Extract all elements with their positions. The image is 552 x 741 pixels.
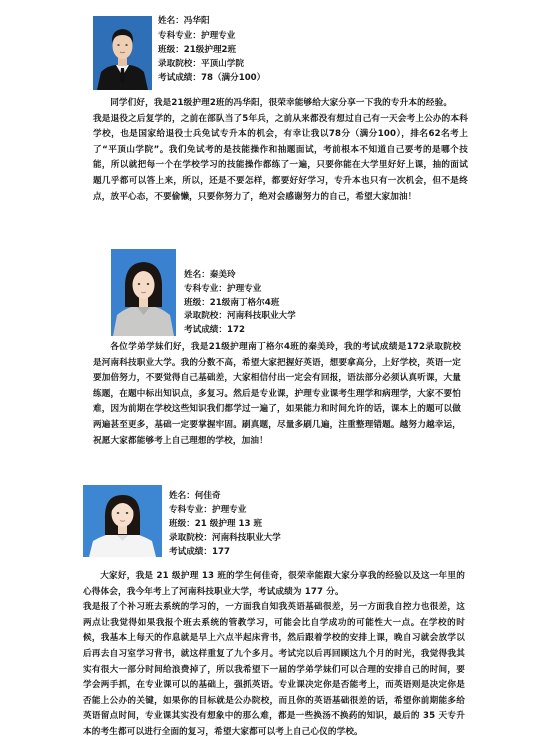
score-label: 考试成绩： bbox=[169, 547, 212, 557]
paragraph: 同学们好，我是21级护理2班的冯华阳，很荣幸能够给大家分享一下我的专升本的经验。 bbox=[110, 98, 453, 108]
major-value: 护理专业 bbox=[211, 505, 247, 515]
score-field bbox=[169, 545, 230, 559]
class-label: 班级： bbox=[184, 298, 210, 308]
score-label: 考试成绩： bbox=[184, 325, 227, 335]
school-value: 平顶山学院 bbox=[200, 59, 244, 69]
class-label: 班级： bbox=[158, 45, 184, 55]
name-label: 姓名： bbox=[169, 491, 195, 501]
name-field bbox=[158, 14, 210, 28]
score-field bbox=[158, 71, 265, 85]
name-value: 何佳奇 bbox=[194, 491, 221, 501]
paragraph: 我是退役之后复学的，之前在部队当了5年兵，之前从来都没有想过自己有一天会考上公办的本科学校，也是国家给退役士兵免试专升本的机会，有幸让我以78分（满分100），排名62名考上了“平顶山学院”。我们免试考的是技能操作和抽题面试，考前根本不知道自己要考的是哪个技能，所以就把每一个在学校学习的技能操作都练了一遍，只要你能在大学里好好上课，抽的面试题几乎都可以答上来，所以，还是不要怎样，都要好好学习，专升本也只有一次机会，但不是终点，放平心态，不要偷懒，只要你努力了，绝对会感谢努力的自己，希望大家加油！ bbox=[93, 113, 468, 202]
name-value: 冯华阳 bbox=[183, 16, 210, 26]
class-field bbox=[184, 296, 279, 310]
class-label: 班级： bbox=[169, 519, 195, 529]
school-field bbox=[169, 531, 281, 545]
student-portrait-icon bbox=[93, 16, 152, 90]
student-photo bbox=[111, 249, 176, 336]
major-label: 专科专业： bbox=[158, 31, 201, 41]
name-label: 姓名： bbox=[158, 16, 184, 26]
paragraph: 各位学弟学妹们好，我是21级护理南丁格尔4班的秦美玲，我的考试成绩是172录取院校是河南科技职业大学。我的分数不高，希望大家把握好英语，想要拿高分，上好学校，英语一定要加倍努力，不要觉得自己基础差，大家相信付出一定会有回报，语法部分必须认真听课，大量练题，在题中标出知识点，多复习。然后是专业课，护理专业课考生理学和病理学，大家不要怕难，因为前期在学校这些知识我们都学过一遍了，如果能力和时间允许的话，课本上的题可以做两遍甚至更多，基础一定要掌握牢固。刷真题，尽量多刷几遍，注重整理错题。越努力越幸运，祝愿大家都能够考上自己理想的学校，加油！ bbox=[93, 342, 461, 446]
class-value: 21级护理2班 bbox=[183, 45, 237, 55]
major-label: 专科专业： bbox=[184, 284, 227, 294]
student-photo bbox=[93, 16, 152, 90]
major-value: 护理专业 bbox=[226, 284, 262, 294]
major-field bbox=[158, 29, 235, 43]
school-label: 录取院校： bbox=[158, 59, 201, 69]
class-field bbox=[158, 43, 236, 57]
class-value: 21 级护理 13 班 bbox=[194, 519, 263, 529]
class-field bbox=[169, 517, 262, 531]
score-field bbox=[184, 323, 245, 337]
school-label: 录取院校： bbox=[169, 533, 212, 543]
school-label: 录取院校： bbox=[184, 311, 227, 321]
student-portrait-icon bbox=[83, 485, 162, 557]
name-field bbox=[169, 489, 221, 503]
testimonial-text bbox=[93, 340, 461, 449]
major-field bbox=[184, 282, 261, 296]
score-label: 考试成绩： bbox=[158, 73, 201, 83]
class-value: 21级南丁格尔4班 bbox=[209, 298, 280, 308]
testimonial-text bbox=[93, 96, 468, 205]
school-field bbox=[158, 57, 244, 71]
score-value: 172 bbox=[226, 325, 245, 335]
testimonial-text bbox=[83, 569, 465, 737]
score-value: 78（满分100） bbox=[200, 73, 266, 83]
major-value: 护理专业 bbox=[200, 31, 236, 41]
paragraph: 我是报了个补习班去系统的学习的，一方面我自知我英语基础很差，另一方面我自控力也很差，这两点让我觉得如果我报个班去系统的管教学习，可能会比自学成功的可能性大一点。在学校的时候，我基本上每天的作息就是早上六点半起床背书，然后跟着学校的安排上课，晚自习就会放学以后再去自习室学习背书，就这样重复了九个多月。考试完以后再回顾这九个月的时光，我觉得我其实有很大一部分时间给浪费掉了，所以我希望下一届的学弟学妹们可以合理的安排自己的时间，要学会两手抓，在专业课可以的基础上，强抓英语。专业课决定你是否能考上，而英语则是决定你是否能上公办的关键，如果你的目标就是公办院校，而且你的英语基础很差的话，希望你前期能多给英语留点时间，专业课其实没有想象中的那么难，都是一些换汤不换药的知识，最后的 35 天专升本的考生都可以进行全面的复习，希望大家都可以考上自己心仪的学校。 bbox=[83, 602, 465, 737]
student-portrait-icon bbox=[111, 249, 176, 336]
name-field bbox=[184, 268, 236, 282]
name-value: 秦美玲 bbox=[209, 270, 236, 280]
school-value: 河南科技职业大学 bbox=[211, 533, 281, 543]
major-label: 专科专业： bbox=[169, 505, 212, 515]
major-field bbox=[169, 503, 246, 517]
paragraph: 大家好，我是 21 级护理 13 班的学生何佳奇，很荣幸能跟大家分享我的经验以及这一年里的心得体会，我今年考上了河南科技职业大学，考试成绩为 177 分。 bbox=[83, 571, 465, 597]
school-field bbox=[184, 309, 296, 323]
score-value: 177 bbox=[211, 547, 230, 557]
student-photo bbox=[83, 485, 162, 557]
name-label: 姓名： bbox=[184, 270, 210, 280]
school-value: 河南科技职业大学 bbox=[226, 311, 296, 321]
